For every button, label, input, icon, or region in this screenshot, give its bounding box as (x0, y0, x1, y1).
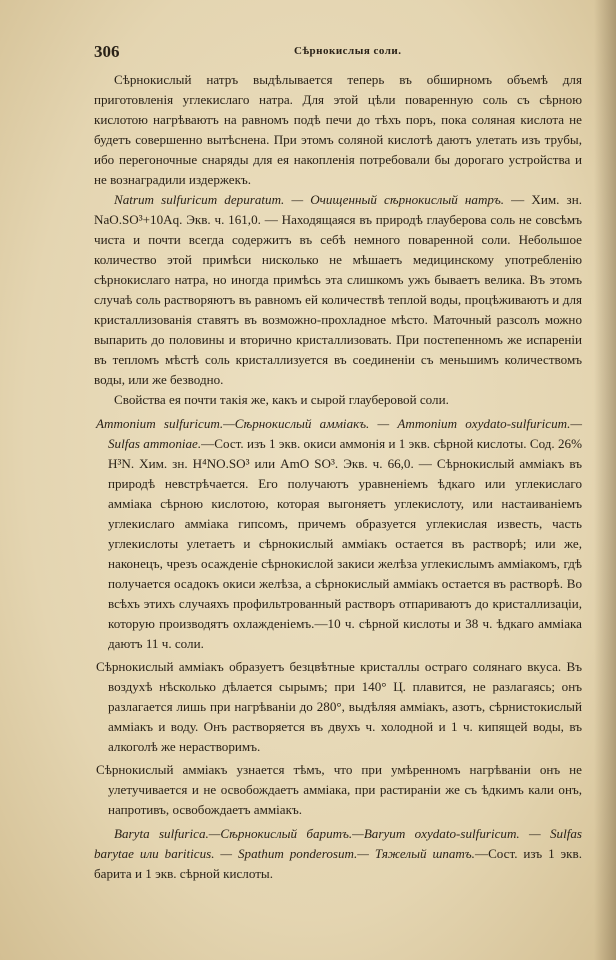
ammonium-sulfuricum-text: —Сост. изъ 1 экв. окиси аммонія и 1 экв. сѣрной кислоты. Сод. 26% H³N. Хим. зн. H⁴NO.SO³ или AmO SO³. Экв. ч. 66,0. — Сѣрнокислый аммiакъ въ природѣ невстрѣчается. Его получаютъ уравненіемъ ѣдкаго или углекислаго аммiака сѣрною кислотою, которая выгоняетъ углекислоту, или настаиваніемъ углекислаго аммiака гипсомъ, причемъ образуется углекислая известь, часть углекислоты улетаетъ и сѣрнокислый аммiакъ остается въ растворѣ; или же, наконецъ, чрезъ осажденіе сѣрнокислой закиси желѣза углекислымъ аммiакомъ, гдѣ получается осадокъ окиси желѣза, а сѣрнокислый аммiакъ остается въ растворѣ. Во всѣхъ этихъ случаяхъ профильтрованный растворъ отпариваютъ до кристаллизаціи, которую производятъ охлажденіемъ.—10 ч. сѣрной кислоты и 38 ч. ѣдкаго аммiака даютъ 11 ч. соли. (108, 436, 583, 651)
page-header (94, 42, 574, 62)
paragraph-ammonium-sulfuricum (94, 414, 582, 654)
paragraph-ammonium-properties: Сѣрнокислый аммiакъ образуетъ безцвѣтные кристаллы остраго солянаго вкуса. Въ воздухѣ нѣсколько дѣлается сырымъ; при 140° Ц. плавится, не разлагаясь; онъ разлагается лишь при нагрѣваніи до 280°, выдѣляя аммiакъ, азотъ, сѣрнистокислый аммiакъ и воду. Онъ растворяется въ двухъ ч. холодной и 1 ч. кипящей воды, въ алкоголѣ же нерастворимъ. (96, 659, 582, 754)
paragraph-properties: Свойства ея почти такія же, какъ и сырой глауберовой соли. (114, 392, 449, 407)
running-title: Сѣрнокислыя соли. (294, 45, 402, 57)
body-text (94, 70, 582, 884)
page-fold-shadow (594, 0, 616, 960)
paragraph-baryta-sulfurica (94, 824, 582, 884)
baryta-sulfurica-text: —Сост. изъ 1 экв. барита и 1 экв. сѣрной кислоты. (94, 846, 582, 881)
natrum-sulfuricum-text: — Хим. зн. NaO.SO³+10Aq. Экв. ч. 161,0. — Находящаяся въ природѣ глауберова соль не совсѣмъ чиста и почти всегда содержитъ въ себѣ немного поваренной соли. Небольшое количество этой примѣси нисколько не мѣшаетъ медицинскому употребленію сѣрнокислаго натра, но иногда примѣсь эта слишкомъ ужъ бываетъ велика. Въ этомъ случаѣ соль растворяютъ въ равномъ ей количествѣ теплой воды, процѣживаютъ и для кристаллизованія ставятъ въ возможно-прохладное мѣсто. Маточный разсолъ можно выпарить до половины и вторично кристаллизовать. При постепенномъ же испареніи въ тепломъ мѣстѣ соль кристаллизуется въ соединеніи съ меньшимъ количествомъ воды, или же безводно. (94, 192, 583, 387)
ammonium-sulfuricum-heading: Ammonium sulfuricum.—Сѣрнокислый аммiакъ. — Ammonium oxydato-sulfuricum.—Sulfas ammoniae. (96, 416, 582, 451)
page-number: 306 (94, 42, 120, 61)
paragraph-ammonium-detection: Сѣрнокислый аммiакъ узнается тѣмъ, что при умѣренномъ нагрѣваніи онъ не улетучивается и не освобождаетъ аммiака, при растираніи же съ ѣдкимъ кали онъ, напротивъ, освобождаетъ аммiакъ. (96, 762, 582, 817)
paragraph-natrum-sulfuricum (94, 190, 582, 390)
paragraph-sodium-sulfate-production: Сѣрнокислый натръ выдѣлывается теперь въ обширномъ объемѣ для приготовленія углекислаго натра. Для этой цѣли поваренную соль съ сѣрною кислотою нагрѣваютъ на равномъ подѣ печи до тѣхъ поръ, пока соляная кислота не будетъ совершенно вытѣснена. При этомъ соляной кислотѣ даютъ улетать изъ трубы, ибо перегоночные снаряды для ея накопленія потребовали бы дорогаго устройства и не вознаградили издержекъ. (94, 72, 582, 187)
baryta-sulfurica-heading: Baryta sulfurica.—Сѣрнокислый баритъ.—Baryum oxydato-sulfuricum. — Sulfas barytae или bariticus. — Spathum ponderosum.— Тяжелый шпатъ. (94, 826, 582, 861)
natrum-sulfuricum-heading: Natrum sulfuricum depuratum. — Очищенный сѣрнокислый натръ. (114, 192, 505, 207)
